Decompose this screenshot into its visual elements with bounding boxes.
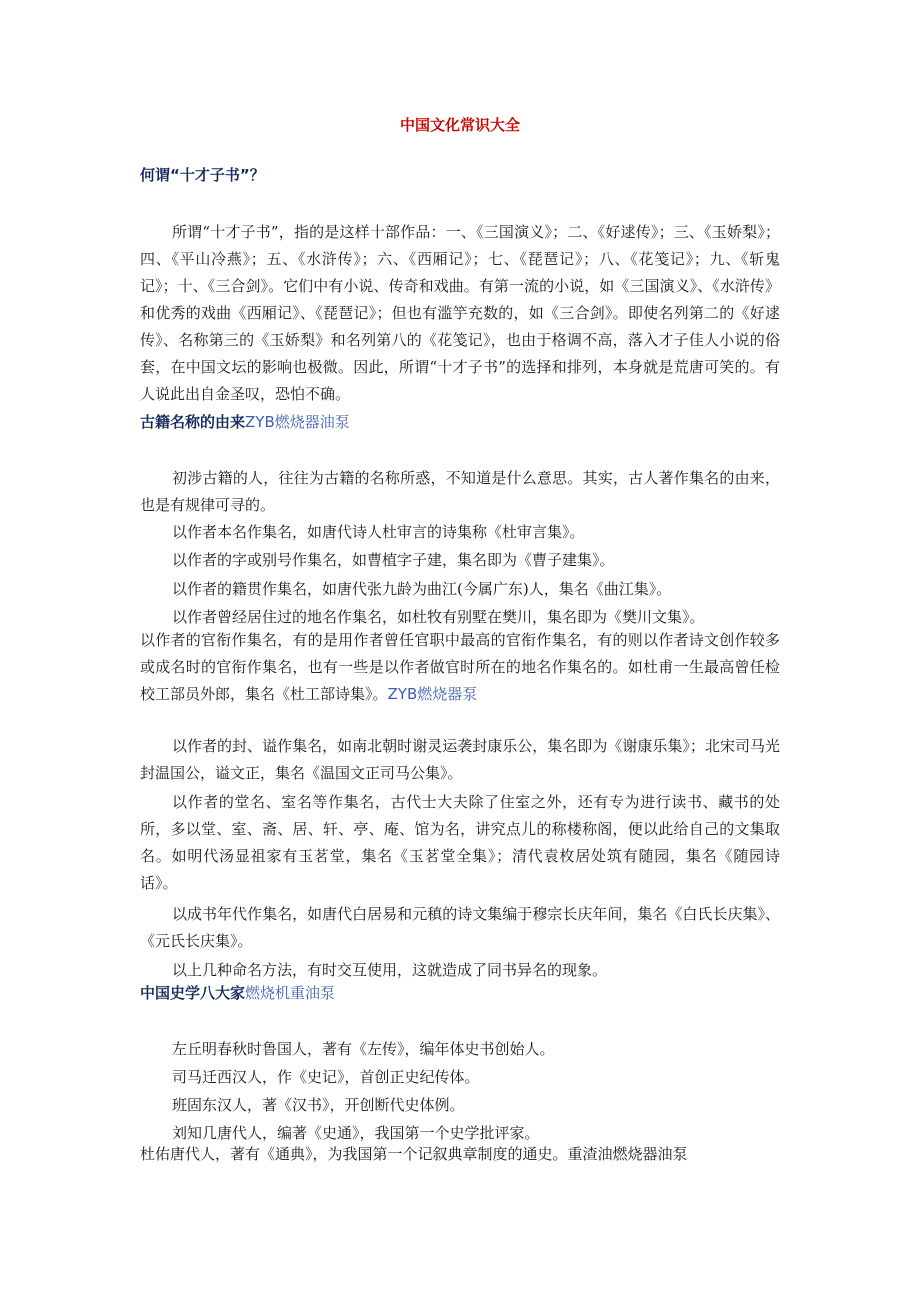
ad-link[interactable]: ZYB燃烧器泵 bbox=[387, 685, 478, 703]
section-heading-ten-talents: 何谓“十才子书”？ bbox=[140, 166, 265, 184]
paragraph-official-title bbox=[140, 627, 780, 708]
list-item: 左丘明春秋时鲁国人，著有《左传》，编年体史书创始人。 bbox=[172, 1040, 555, 1058]
ad-link[interactable]: ZYB燃烧器油泵 bbox=[245, 413, 350, 431]
document-title: 中国文化常识大全 bbox=[399, 116, 520, 134]
list-item: 班固东汉人，著《汉书》，开创断代史体例。 bbox=[172, 1096, 465, 1114]
list-item: 司马迁西汉人，作《史记》，首创正史纪传体。 bbox=[172, 1068, 480, 1086]
heading-text: 中国史学八大家 bbox=[140, 984, 246, 1002]
paragraph-line: 以作者的籍贯作集名，如唐代张九龄为曲江(今属广东)人，集名《曲江集》。 bbox=[172, 580, 672, 598]
paragraph-ten-talents: 所谓“十才子书”，指的是这样十部作品：一、《三国演义》；二、《好逑传》；三、《玉娇梨》；四、《平山冷燕》；五、《水浒传》；六、《西厢记》；七、《琵琶记》；八、《花笺记》；九、《斩鬼记》；十、《三合剑》。它们中有小说、传奇和戏曲。有第一流的小说，如《三国演义》、《水浒传》和优秀的戏曲《西厢记》、《琵琶记》；但也有滥竽充数的，如《三合剑》。即使名列第二的《好逑传》、名称第三的《玉娇梨》和名列第八的《花笺记》，也由于格调不高，落入才子佳人小说的俗套，在中国文坛的影响也极微。因此，所谓“十才子书”的选择和排列，本身就是荒唐可笑的。有人说此出自金圣叹，恐怕不确。 bbox=[140, 223, 780, 403]
paragraph-line: 以作者曾经居住过的地名作集名，如杜牧有别墅在樊川，集名即为《樊川文集》。 bbox=[172, 608, 705, 626]
ad-link[interactable]: 燃烧机重油泵 bbox=[245, 984, 336, 1002]
heading-text: 古籍名称的由来 bbox=[140, 413, 246, 431]
section-heading-ancient-book-names bbox=[140, 412, 350, 432]
paragraph-intro: 初涉古籍的人，往往为古籍的名称所惑，不知道是什么意思。其实，古人著作集名的由来，也是有规律可寻的。 bbox=[140, 469, 780, 514]
paragraph-fief-posthumous: 以作者的封、谥作集名，如南北朝时谢灵运袭封康乐公，集名即为《谢康乐集》；北宋司马光封温国公，谥文正，集名《温国文正司马公集》。 bbox=[140, 737, 780, 782]
paragraph-studio-name: 以作者的堂名、室名等作集名，古代士大夫除了住室之外，还有专为进行读书、藏书的处所，多以堂、室、斋、居、轩、亭、庵、馆为名，讲究点儿的称楼称阁，便以此给自己的文集取名。如明代汤显祖家有玉茗堂，集名《玉茗堂全集》；清代袁枚居处筑有随园，集名《随园诗话》。 bbox=[140, 793, 780, 892]
paragraph-line: 以上几种命名方法，有时交互使用，这就造成了同书异名的现象。 bbox=[172, 961, 608, 979]
ad-link[interactable]: 重渣油燃烧器油泵 bbox=[567, 1145, 688, 1163]
paragraph-era-name: 以成书年代作集名，如唐代白居易和元稹的诗文集编于穆宗长庆年间，集名《白氏长庆集》、《元氏长庆集》。 bbox=[140, 905, 780, 950]
paragraph-line: 以作者的字或别号作集名，如曹植字子建，集名即为《曹子建集》。 bbox=[172, 551, 615, 569]
list-item bbox=[140, 1141, 760, 1168]
paragraph-line: 以作者本名作集名，如唐代诗人杜审言的诗集称《杜审言集》。 bbox=[172, 523, 585, 541]
list-item-text: 杜佑唐代人，著有《通典》，为我国第一个记叙典章制度的通史。 bbox=[140, 1145, 568, 1163]
paragraph-text: 以作者的官衔作集名，有的是用作者曾任官职中最高的官衔作集名，有的则以作者诗文创作较多或成名时的官衔作集名，也有一些是以作者做官时所在的地名作集名的。如杜甫一生最高曾任检校工部员外郎，集名《杜工部诗集》。 bbox=[140, 631, 780, 703]
list-item: 刘知几唐代人，编著《史通》，我国第一个史学批评家。 bbox=[172, 1124, 540, 1142]
section-heading-eight-historians bbox=[140, 983, 335, 1003]
